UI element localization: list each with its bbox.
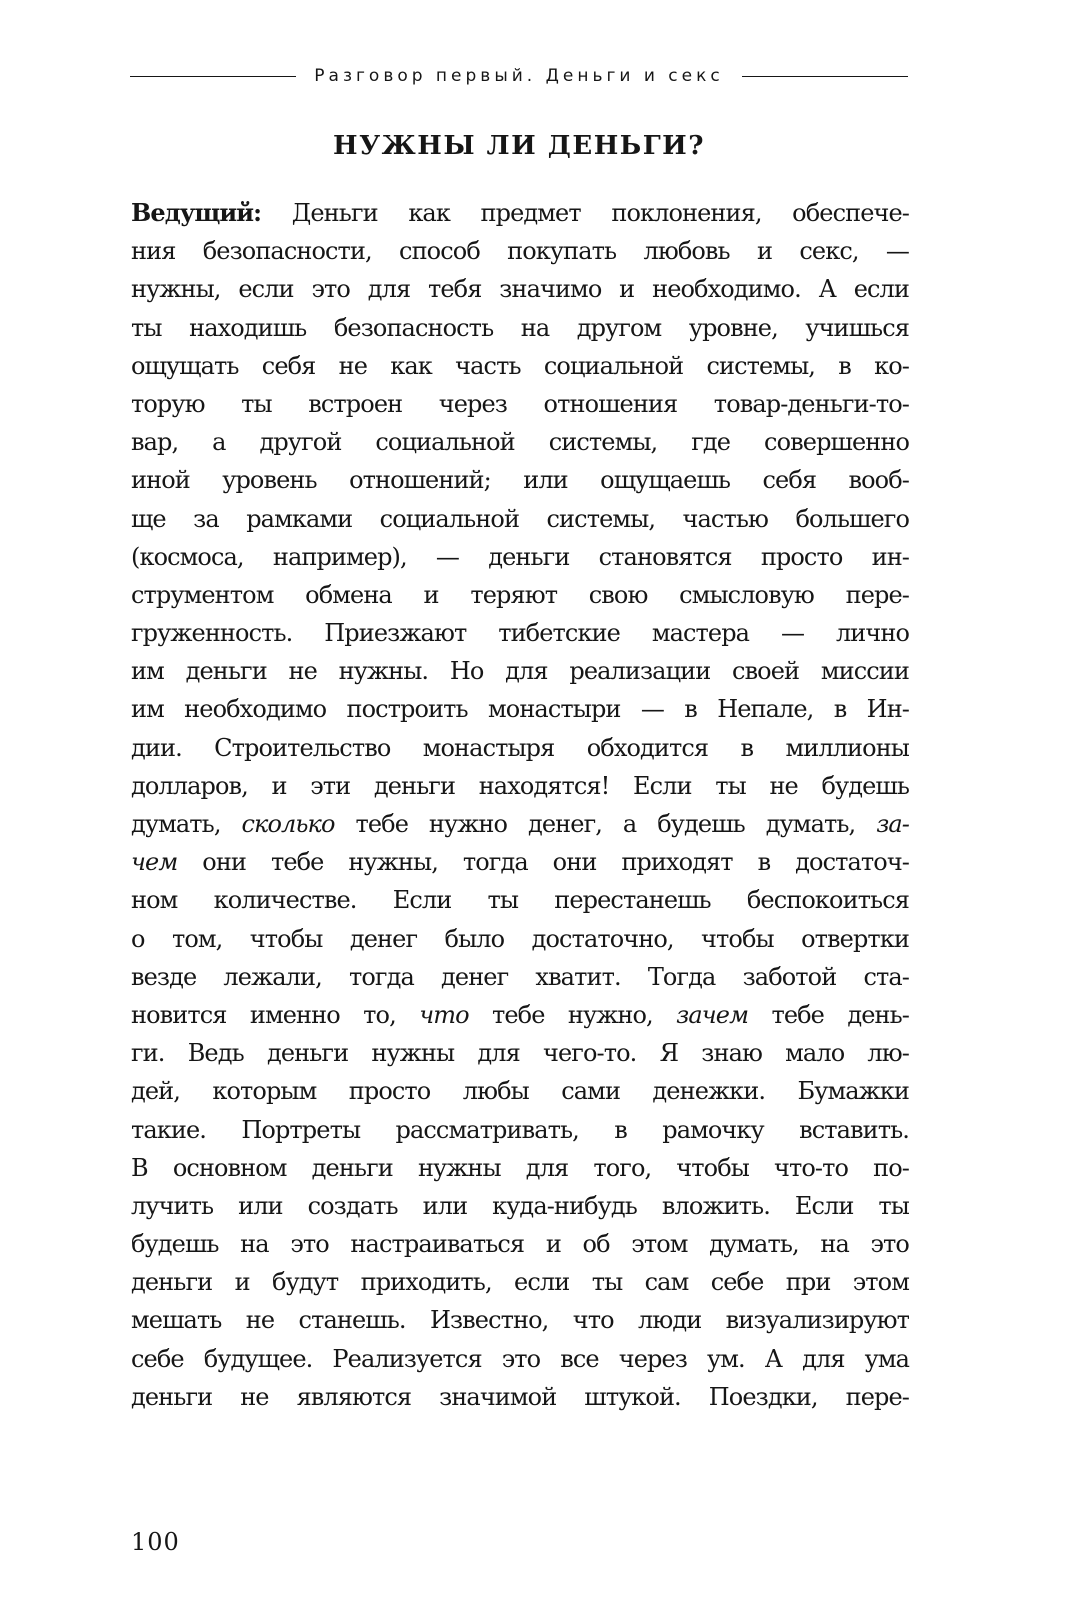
text-segment: долларов, и эти деньги находятся! Если ты не будешь [131, 771, 909, 800]
italic-word: сколько [241, 810, 335, 838]
text-segment: думать, [131, 810, 242, 838]
text-line [131, 1301, 909, 1339]
text-segment: торую ты встроен через отношения товар-деньги-то- [131, 389, 909, 418]
text-segment: себе будущее. Реализуется это все через ум. А для ума [131, 1344, 909, 1373]
text-line [131, 423, 909, 461]
text-segment: будешь на это настраиваться и об этом думать, на это [131, 1230, 909, 1259]
text-segment: такие. Портреты рассматривать, в рамочку вставить. [131, 1115, 909, 1144]
text-line [131, 538, 909, 576]
section-title: НУЖНЫ ЛИ ДЕНЬГИ? [333, 131, 705, 161]
text-line [131, 1225, 909, 1263]
text-segment: ты находишь безопасность на другом уровне, учишься [131, 313, 909, 342]
italic-word: что [419, 1000, 469, 1029]
text-line [131, 729, 909, 767]
text-line [131, 958, 909, 996]
text-line [131, 1263, 909, 1301]
text-segment: дии. Строительство монастыря обходится в миллионы [131, 733, 909, 762]
text-line [131, 805, 909, 843]
text-segment: ги. Ведь деньги нужны для чего-то. Я знаю мало лю- [131, 1039, 909, 1068]
text-line [131, 1187, 909, 1225]
italic-word: зачем [676, 1000, 749, 1029]
text-segment: тебе нужно, [468, 1000, 677, 1029]
text-line [131, 1111, 909, 1149]
text-line [131, 385, 909, 423]
text-line [131, 500, 909, 538]
text-segment: Деньги как предмет поклонения, обеспече- [261, 199, 909, 227]
body-text [131, 194, 909, 1416]
text-segment: струментом обмена и теряют свою смысловую пере- [131, 580, 909, 609]
text-segment: (космоса, например), — деньги становятся просто ин- [131, 542, 909, 571]
text-line [131, 232, 909, 270]
text-segment: лучить или создать или куда-нибудь вложить. Если ты [131, 1191, 909, 1220]
running-head-rule-left [130, 76, 296, 77]
text-line [131, 194, 909, 232]
text-line [131, 881, 909, 919]
italic-word: чем [131, 848, 178, 877]
text-segment: о том, чтобы денег было достаточно, чтобы отвертки [131, 924, 909, 953]
running-head-text: Разговор первый. Деньги и секс [314, 66, 724, 86]
text-segment: груженность. Приезжают тибетские мастера — лично [131, 619, 909, 648]
text-segment: ощущать себя не как часть социальной системы, в ко- [131, 351, 909, 380]
text-segment: тебе нужно денег, а будешь думать, [334, 810, 877, 838]
text-segment: вар, а другой социальной системы, где совершенно [131, 428, 909, 457]
running-head [130, 62, 908, 90]
text-segment: везде лежали, тогда денег хватит. Тогда заботой ста- [131, 962, 909, 991]
text-line [131, 1340, 909, 1378]
text-segment: нужны, если это для тебя значимо и необходимо. А если [131, 275, 909, 304]
running-head-rule-right [742, 76, 908, 77]
page-number: 100 [131, 1528, 180, 1556]
text-line [131, 1072, 909, 1110]
text-segment: мешать не станешь. Известно, что люди визуализируют [131, 1306, 909, 1335]
text-line [131, 843, 909, 881]
text-segment: ния безопасности, способ покупать любовь и секс, — [131, 237, 909, 266]
text-segment: им необходимо построить монастыри — в Непале, в Ин- [131, 695, 909, 724]
text-segment: деньги не являются значимой штукой. Поездки, пере- [131, 1382, 909, 1411]
text-segment: тебе день- [748, 1000, 909, 1029]
text-line [131, 996, 909, 1034]
text-line [131, 461, 909, 499]
text-line [131, 920, 909, 958]
text-segment: деньги и будут приходить, если ты сам себе при этом [131, 1268, 909, 1297]
text-line [131, 652, 909, 690]
text-segment: дей, которым просто любы сами денежки. Бумажки [131, 1077, 909, 1106]
text-line [131, 1034, 909, 1072]
text-line [131, 690, 909, 728]
text-line [131, 614, 909, 652]
text-segment: они тебе нужны, тогда они приходят в достаточ- [177, 848, 909, 877]
text-segment: ще за рамками социальной системы, частью большего [131, 504, 909, 533]
text-segment: ном количестве. Если ты перестанешь беспокоиться [131, 886, 909, 915]
text-line [131, 347, 909, 385]
text-line [131, 309, 909, 347]
italic-word: за- [876, 810, 909, 838]
text-segment: В основном деньги нужны для того, чтобы что-то по- [131, 1153, 909, 1182]
text-segment: новится именно то, [131, 1000, 420, 1029]
text-line [131, 767, 909, 805]
text-segment: им деньги не нужны. Но для реализации своей миссии [131, 657, 909, 686]
text-line [131, 1149, 909, 1187]
text-line [131, 576, 909, 614]
text-line [131, 1378, 909, 1416]
text-segment: иной уровень отношений; или ощущаешь себя вооб- [131, 466, 909, 495]
speaker-label: Ведущий: [131, 198, 262, 227]
text-line [131, 270, 909, 308]
